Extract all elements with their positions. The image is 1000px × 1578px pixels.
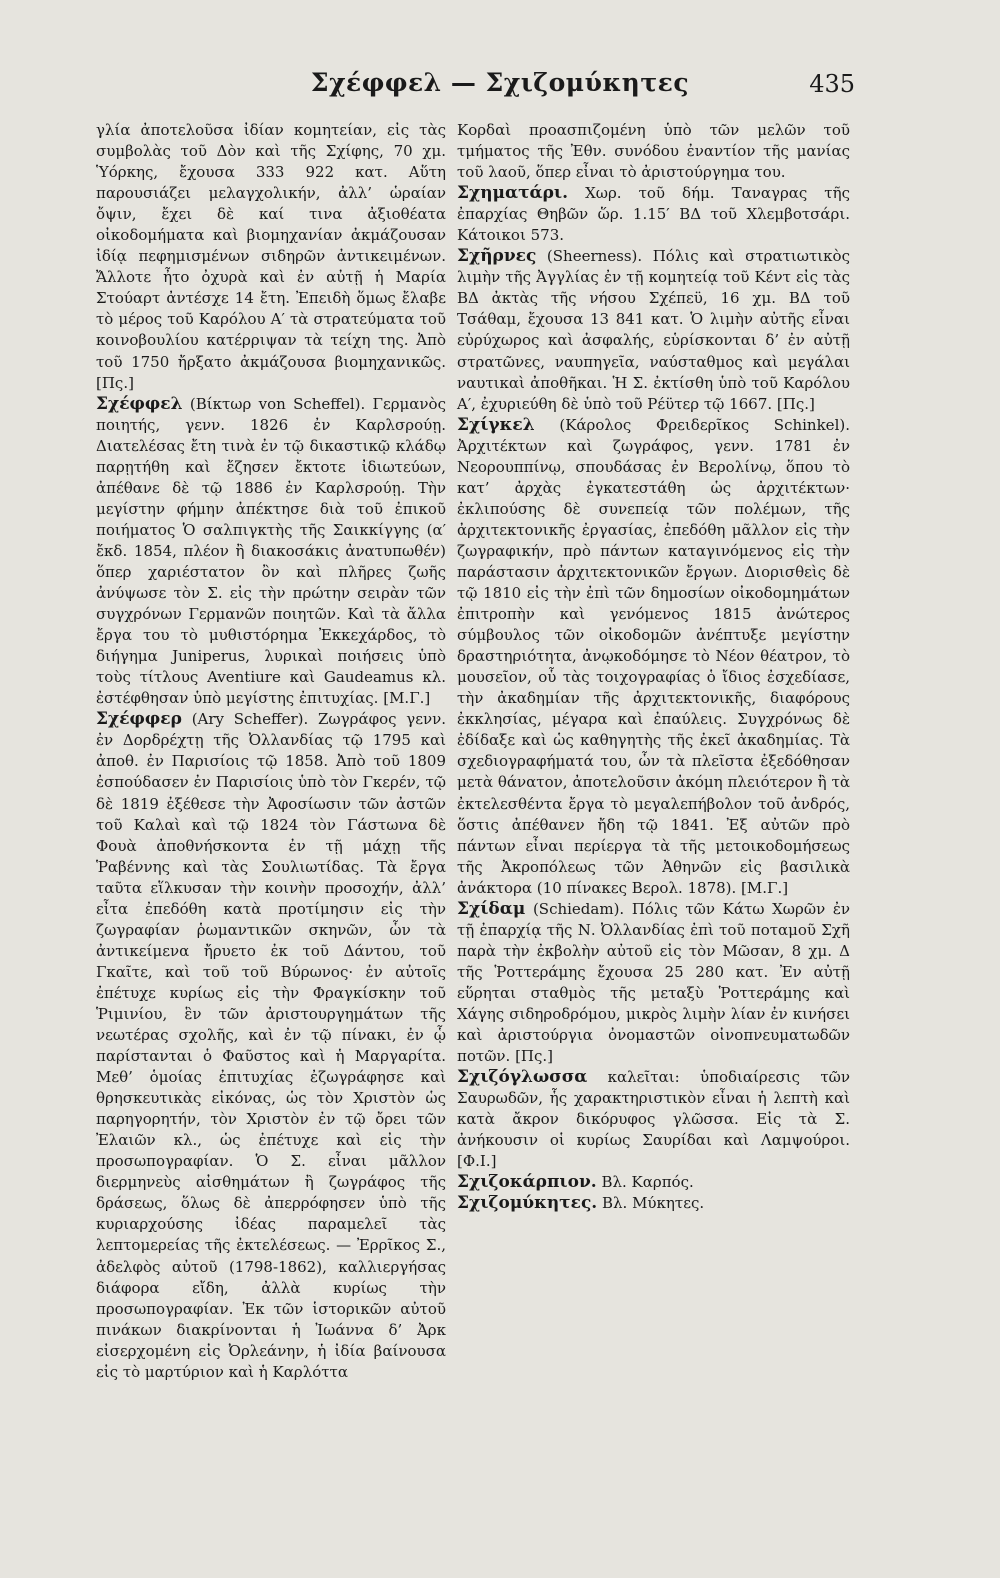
dictionary-entry: [457, 246, 850, 414]
dictionary-entry: [457, 120, 850, 183]
entry-text: (Ary Scheffer). Ζωγράφος γενν. ἐν Δορδρέχτῃ τῆς Ὀλλανδίας τῷ 1795 καὶ ἀποθ. ἐν Παρισίοις τῷ 1858. Ἀπὸ τοῦ 1809 ἐσπούδασεν ἐν Παρισίοις ὑπὸ τὸν Γκερέν, τῷ δὲ 1819 ἐξέθεσε τὴν Ἀφοσίωσιν τῶν ἀστῶν τοῦ Καλαὶ καὶ τῷ 1824 τὸν Γάστωνα δὲ Φουὰ ἀποθνήσκοντα ἐν τῇ μάχῃ τῆς Ῥαβέννης καὶ τὰς Σουλιωτίδας. Τὰ ἔργα ταῦτα εἵλκυσαν τὴν κοινὴν προσοχήν, ἀλλ’ εἶτα ἐπεδόθη κατὰ προτίμησιν εἰς τὴν ζωγραφίαν ῥωμαντικῶν σκηνῶν, ὧν τὰ ἀντικείμενα ἤρυετο ἐκ τοῦ Δάντου, τοῦ Γκαῖτε, καὶ τοῦ τοῦ Βύρωνος· ἐν αὐτοῖς ἐπέτυχε κυρίως εἰς τὴν Φραγκίσκην τοῦ Ῥιμινίου, ἓν τῶν ἀριστουργημάτων τῆς νεωτέρας σχολῆς, καὶ ἐν τῷ πίνακι, ἐν ᾧ παρίστανται ὁ Φαῦστος καὶ ἡ Μαργαρίτα. Μεθ’ ὁμοίας ἐπιτυχίας ἐζωγράφησε καὶ θρησκευτικὰς εἰκόνας, ὡς τὸν Χριστὸν ὡς παρηγορητήν, τὸν Χριστὸν ἐν τῷ ὄρει τῶν Ἐλαιῶν κλ., ὡς ἐπέτυχε καὶ εἰς τὴν προσωπογραφίαν. Ὁ Σ. εἶναι μᾶλλον διερμηνεὺς αἰσθημάτων ἢ ζωγράφος τῆς δράσεως, ὅλως δὲ ἀπερρόφησεν ὑπὸ τῆς κυριαρχούσης ἰδέας παραμελεῖ τὰς λεπτομερείας τῆς ἐκτελέσεως. — Ἐρρῖκος Σ., ἀδελφὸς αὐτοῦ (1798-1862), καλλιεργήσας διάφορα εἴδη, ἀλλὰ κυρίως τὴν προσωπογραφίαν. Ἐκ τῶν ἱστορικῶν αὐτοῦ πινάκων διακρίνονται ἡ Ἰωάννα δ’ Ἀρκ εἰσερχομένη εἰς Ὀρλεάνην, ἡ ἰδία βαίνουσα εἰς τὸ μαρτύριον καὶ ἡ Καρλόττα: [96, 710, 446, 1381]
entry-headword: Σχέφφερ: [96, 709, 182, 730]
entry-headword: Σχέφφελ: [96, 393, 183, 414]
entry-text: Βλ. Μύκητες.: [602, 1194, 705, 1213]
entry-text: (Sheerness). Πόλις καὶ στρατιωτικὸς λιμὴν τῆς Ἀγγλίας ἐν τῇ κομητείᾳ τοῦ Κέντ εἰς τὰς ΒΔ ἀκτὰς τῆς νήσου Σχέπεϋ, 16 χμ. ΒΔ τοῦ Τσάθαμ, ἔχουσα 13 841 κατ. Ὁ λιμὴν αὐτῆς εἶναι εὐρύχωρος καὶ ἀσφαλής, εὑρίσκονται δ’ ἐν αὐτῇ στρατῶνες, ναυπηγεῖα, ναύσταθμος καὶ μεγάλαι ναυτικαὶ ἀποθῆκαι. Ἡ Σ. ἐκτίσθη ὑπὸ τοῦ Καρόλου Α′, ἐχυριεύθη δὲ ὑπὸ τοῦ Ρέϋτερ τῷ 1667. [Πς.]: [457, 247, 850, 413]
dictionary-entry: [457, 1172, 850, 1193]
entry-text: Χωρ. τοῦ δήμ. Ταναγρας τῆς ἐπαρχίας Θηβῶν ὥρ. 1.15′ ΒΔ τοῦ Χλεμβοτσάρι. Κάτοικοι 573.: [457, 184, 850, 245]
left-column: [96, 120, 446, 1383]
entry-headword: Σχῆρνες: [457, 246, 537, 267]
entry-text: γλία ἀποτελοῦσα ἰδίαν κομητείαν, εἰς τὰς συμβολὰς τοῦ Δὸν καὶ τῆς Σχίφης, 70 χμ. Ὑόρκης, ἔχουσα 333 922 κατ. Αὕτη παρουσιάζει μελαγχολικήν, ἀλλ’ ὡραίαν ὄψιν, ἔχει δὲ καί τινα ἀξιοθέατα οἰκοδομήματα καὶ βιομηχανίαν ἀκμάζουσαν ἰδίᾳ πεφημισμένων σιδηρῶν ἀντικειμένων. Ἄλλοτε ἦτο ὀχυρὰ καὶ ἐν αὐτῇ ἡ Μαρία Στούαρτ ἀντέσχε 14 ἔτη. Ἐπειδὴ ὅμως ἔλαβε τὸ μέρος τοῦ Καρόλου Α′ τὰ στρατεύματα τοῦ κοινοβουλίου κατέρριψαν τὰ τείχη της. Ἀπὸ τοῦ 1750 ἤρξατο ἀκμάζουσα βιομηχανικῶς. [Πς.]: [96, 121, 446, 392]
entry-headword: Σχηματάρι.: [457, 183, 569, 204]
right-column: [457, 120, 850, 1214]
dictionary-entry: [96, 120, 446, 394]
entry-text: Κορδαὶ προασπιζομένη ὑπὸ τῶν μελῶν τοῦ τμήματος τῆς Ἐθν. συνόδου ἐναντίον τῆς μανίας τοῦ λαοῦ, ὅπερ εἶναι τὸ ἀριστούργημα του.: [457, 121, 850, 182]
dictionary-entry: [96, 709, 446, 1383]
running-header-title: Σχέφφελ — Σχιζομύκητες: [310, 68, 690, 97]
dictionary-entry: [96, 394, 446, 710]
entry-text: (Schiedam). Πόλις τῶν Κάτω Χωρῶν ἐν τῇ ἐπαρχίᾳ τῆς Ν. Ὀλλανδίας ἐπὶ τοῦ ποταμοῦ Σχῆ παρὰ τὴν ἐκβολὴν αὐτοῦ εἰς τὸν Μῶσαν, 8 χμ. Δ τῆς Ῥοττεράμης ἔχουσα 25 280 κατ. Ἐν αὐτῇ εὕρηται σταθμὸς τῆς μεταξὺ Ῥοττεράμης καὶ Χάγης σιδηροδρόμου, μικρὸς λιμὴν λίαν ἐν κινήσει καὶ ἀριστούργια ὀνομαστῶν οἰνοπνευματωδῶν ποτῶν. [Πς.]: [457, 899, 850, 1066]
entry-headword: Σχίδαμ: [457, 898, 526, 919]
entry-headword: Σχιζοκάρπιον.: [457, 1172, 597, 1193]
page-number: 435: [809, 70, 855, 98]
entry-text: Βλ. Καρπός.: [601, 1173, 694, 1192]
dictionary-entry: [457, 183, 850, 246]
entry-text: καλεῖται: ὑποδιαίρεσις τῶν Σαυρωδῶν, ἧς χαρακτηριστικὸν εἶναι ἡ λεπτὴ καὶ κατὰ ἄκρον δικόρυφος γλῶσσα. Εἰς τὰ Σ. ἀνήκουσιν οἱ κυρίως Σαυρίδαι καὶ Λαμψούροι. [Φ.Ι.]: [457, 1068, 850, 1171]
dictionary-entry: [457, 1067, 850, 1172]
dictionary-entry: [457, 899, 850, 1067]
dictionary-entry: [457, 1193, 850, 1214]
entry-headword: Σχιζομύκητες.: [457, 1193, 598, 1214]
entry-headword: Σχίγκελ: [457, 414, 535, 435]
entry-headword: Σχιζόγλωσσα: [457, 1067, 588, 1088]
entry-text: (Βίκτωρ von Scheffel). Γερμανὸς ποιητής, γενν. 1826 ἐν Καρλσρούῃ. Διατελέσας ἔτη τινὰ ἐν τῷ δικαστικῷ κλάδῳ παρῃτήθη καὶ ἔζησεν ἔκτοτε ἰδιωτεύων, ἀπέθανε δὲ τῷ 1886 ἐν Καρλσρούῃ. Τὴν μεγίστην φήμην ἀπέκτησε διὰ τοῦ ἐπικοῦ ποιήματος Ὁ σαλπιγκτὴς τῆς Σαικκίγγης (α′ ἔκδ. 1854, πλέον ἢ διακοσάκις ἀνατυπωθέν) ὅπερ χαριέστατον ὂν καὶ πλῆρες ζωῆς ἀνύψωσε τὸν Σ. εἰς τὴν πρώτην σειρὰν τῶν συγχρόνων Γερμανῶν ποιητῶν. Καὶ τὰ ἄλλα ἔργα του τὸ μυθιστόρημα Ἐκκεχάρδος, τὸ διήγημα Juniperus, λυρικαὶ ποιήσεις ὑπὸ τοὺς τίτλους Aventiure καὶ Gaudeamus κλ. ἐστέφθησαν ὑπὸ μεγίστης ἐπιτυχίας. [Μ.Γ.]: [96, 394, 446, 708]
entry-text: (Κάρολος Φρειδερῖκος Schinkel). Ἀρχιτέκτων καὶ ζωγράφος, γενν. 1781 ἐν Νεορουππίνῳ, σπουδάσας ἐν Βερολίνῳ, ὅπου τὸ κατ’ ἀρχὰς ἐγκατεστάθη ὡς ἀρχιτέκτων· ἐκλιπούσης δὲ συνεπείᾳ τῶν πολέμων, τῆς ἀρχιτεκτονικῆς ἐργασίας, ἐπεδόθη μᾶλλον εἰς τὴν ζωγραφικήν, πρὸ πάντων καταγινόμενος εἰς τὴν παράστασιν ἀρχιτεκτονικῶν ἔργων. Διορισθεὶς δὲ τῷ 1810 εἰς τὴν ἐπὶ τῶν δημοσίων οἰκοδομημάτων ἐπιτροπὴν καὶ γενόμενος 1815 ἀνώτερος σύμβουλος τῶν οἰκοδομῶν ἀνέπτυξε μεγίστην δραστηριότητα, ἀνῳκοδόμησε τὸ Νέον θέατρον, τὸ μουσεῖον, οὗ τὰς τοιχογραφίας ὁ ἴδιος ἐσχεδίασε, τὴν ἀκαδημίαν τῆς ἀρχιτεκτονικῆς, διαφόρους ἐκκλησίας, μέγαρα καὶ ἐπαύλεις. Συγχρόνως δὲ ἐδίδαξε καὶ ὡς καθηγητὴς τῆς ἐκεῖ ἀκαδημίας. Τὰ σχεδιογραφήματά του, ὧν τὰ πλεῖστα ἐξεδόθησαν μετὰ θάνατον, ἀποτελοῦσιν ἀκόμη πλειότερον ἢ τὰ ἐκτελεσθέντα ἔργα τὸ μεγαλεπήβολον τοῦ ἀνδρός, ὅστις ἀπέθανεν ἤδη τῷ 1841. Ἐξ αὐτῶν πρὸ πάντων εἶναι περίεργα τὰ τῆς μετοικοδομήσεως τῆς Ἀκροπόλεως τῶν Ἀθηνῶν εἰς βασιλικὰ ἀνάκτορα (10 πίνακες Βερολ. 1878). [Μ.Γ.]: [457, 415, 850, 897]
dictionary-entry: [457, 415, 850, 899]
